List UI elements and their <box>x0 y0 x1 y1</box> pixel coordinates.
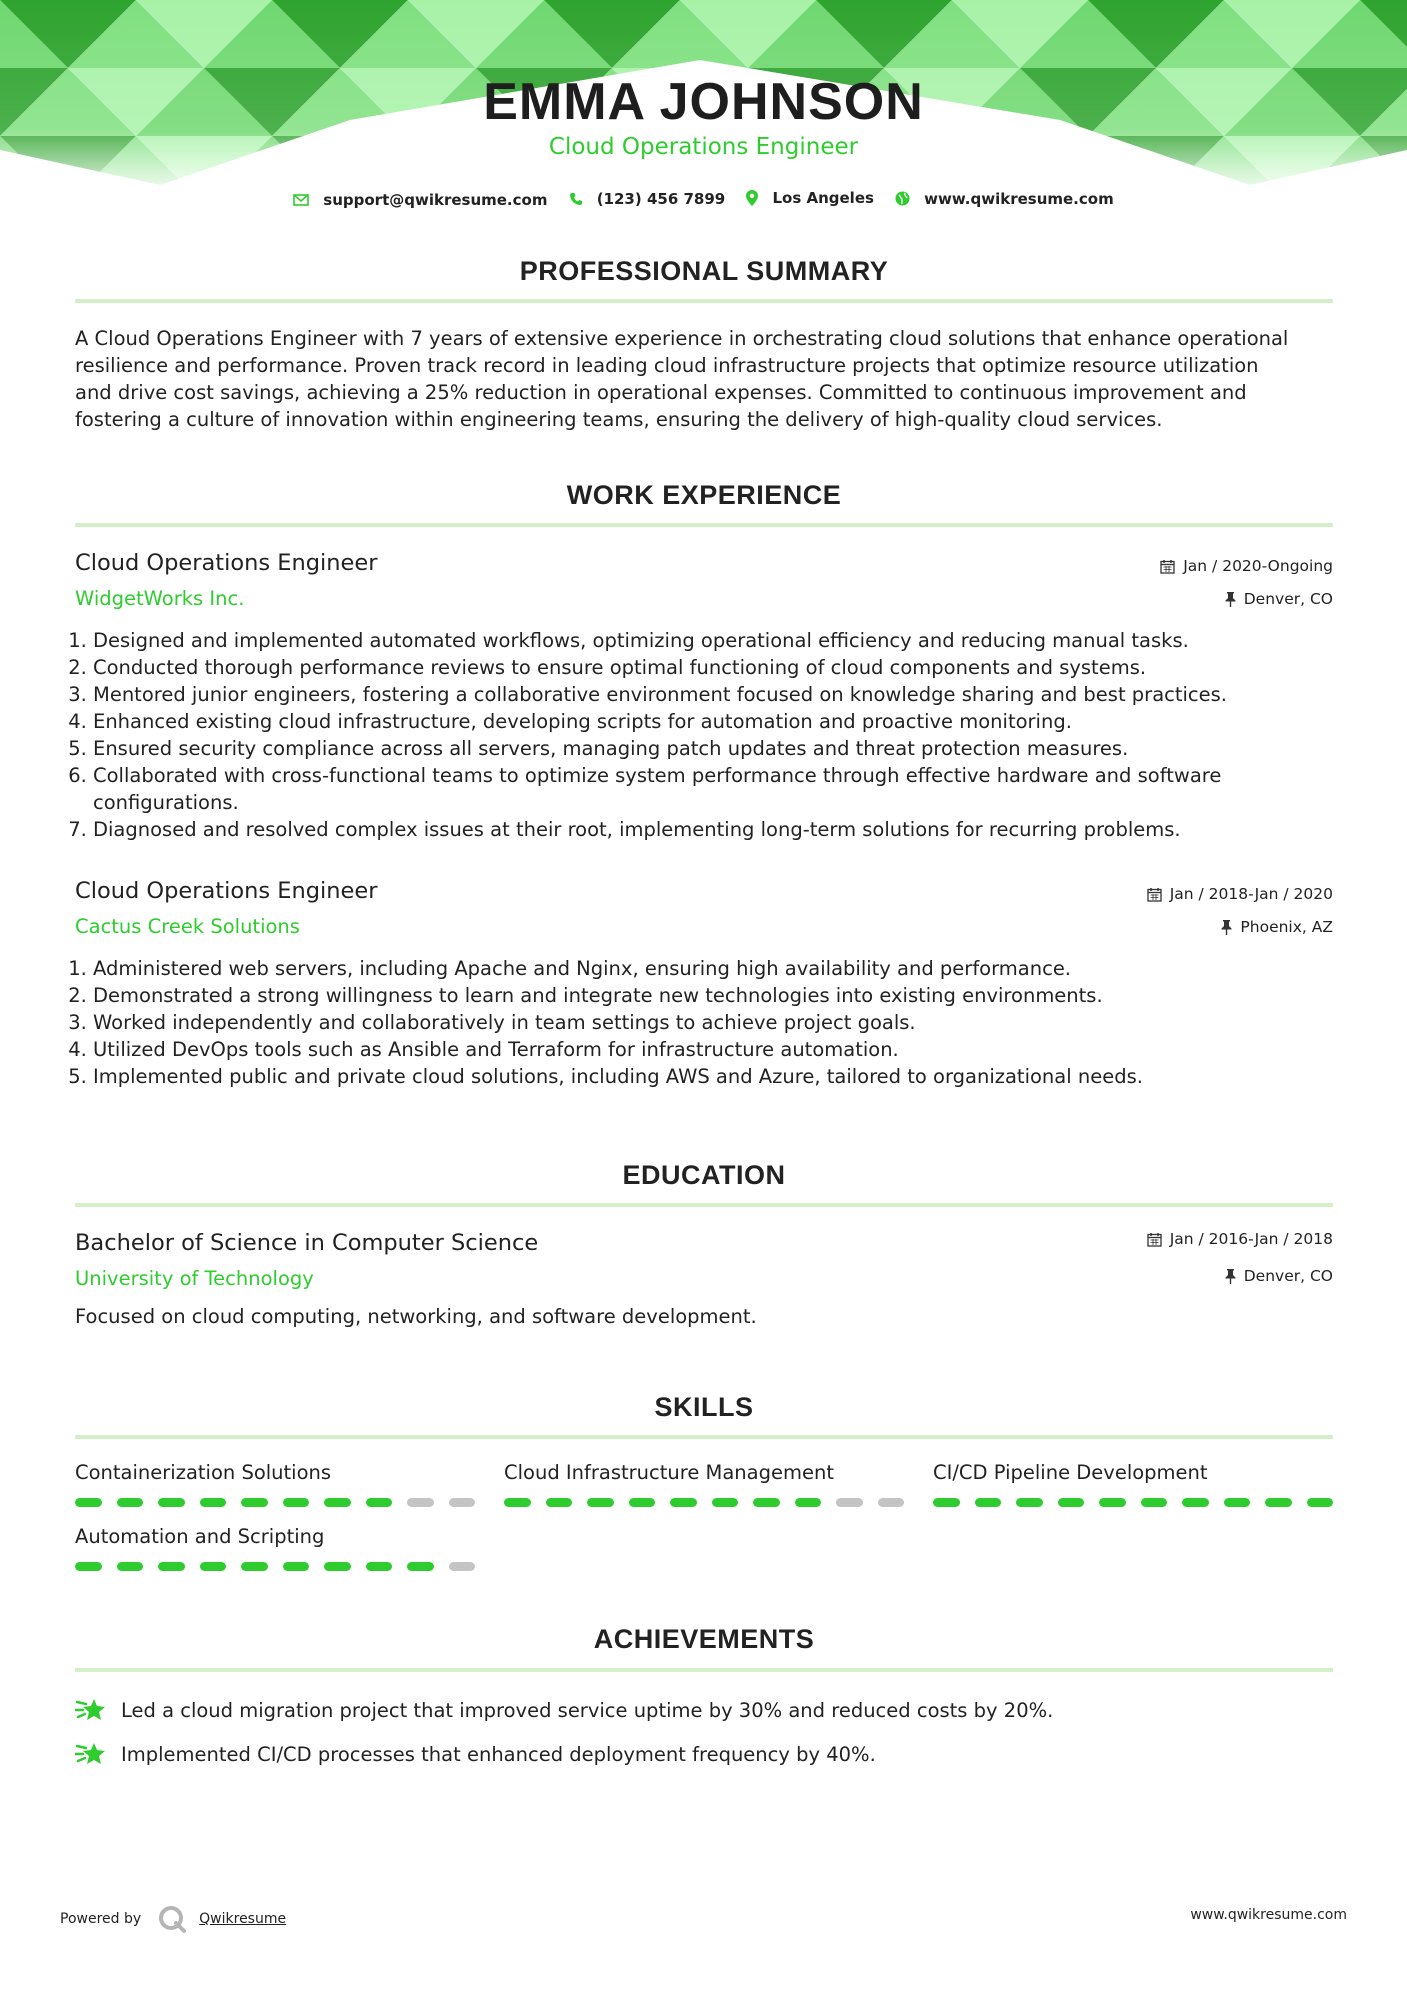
footer-branding <box>60 1904 286 1934</box>
phone-icon <box>569 192 583 206</box>
experience-divider <box>75 523 1333 527</box>
education-dates <box>1147 1230 1333 1248</box>
summary-line: A Cloud Operations Engineer with 7 years of extensive experience in orchestrating cloud solutions that enhance operational <box>75 327 1289 350</box>
job-location <box>1225 590 1333 608</box>
skill-dash-filled <box>75 1498 102 1507</box>
skill-dash-filled <box>1265 1498 1292 1507</box>
list-item: 1. Designed and implemented automated workflows, optimizing operational efficiency and reducing manual tasks. <box>93 627 1363 654</box>
education-heading: EDUCATION <box>622 1160 786 1190</box>
skill-dash-filled <box>975 1498 1002 1507</box>
location-text: Denver, CO <box>1243 590 1333 608</box>
summary-heading: PROFESSIONAL SUMMARY <box>519 256 889 286</box>
skill-dash-filled <box>283 1562 310 1571</box>
contact-email[interactable] <box>293 191 547 209</box>
contact-website[interactable] <box>895 190 1114 208</box>
dates-text: Jan / 2016-Jan / 2018 <box>1169 1230 1333 1248</box>
skill-level-bar <box>75 1562 475 1571</box>
education-location <box>1225 1267 1333 1285</box>
skill-name: Automation and Scripting <box>75 1525 325 1548</box>
shooting-star-icon <box>75 1739 107 1769</box>
skill-dash-filled <box>753 1498 780 1507</box>
skill-dash-filled <box>75 1562 102 1571</box>
list-item: 4. Enhanced existing cloud infrastructure, developing scripts for automation and proactive monitoring. <box>93 708 1363 735</box>
contact-phone[interactable] <box>569 190 726 208</box>
email-text: support@qwikresume.com <box>323 191 548 209</box>
skill-dash-filled <box>1224 1498 1251 1507</box>
skill-dash-filled <box>670 1498 697 1507</box>
skill-level-bar <box>933 1498 1333 1507</box>
list-item: 5. Ensured security compliance across all servers, managing patch updates and threat protection measures. <box>93 735 1363 762</box>
qwikresume-logo-icon <box>157 1904 187 1934</box>
location-text: Denver, CO <box>1243 1267 1333 1285</box>
skill-dash-filled <box>1016 1498 1043 1507</box>
achievement-text: Implemented CI/CD processes that enhanced deployment frequency by 40%. <box>121 1742 876 1766</box>
skill-dash-filled <box>795 1498 822 1507</box>
skill-dash-filled <box>366 1498 393 1507</box>
job-dates <box>1147 885 1333 903</box>
list-item: 6. Collaborated with cross-functional teams to optimize system performance through effective hardware and software configurations. <box>93 762 1363 816</box>
powered-by-label: Powered by <box>60 1911 142 1927</box>
globe-icon <box>895 191 910 206</box>
map-pin-icon <box>746 190 758 206</box>
candidate-title: Cloud Operations Engineer <box>548 134 859 160</box>
skill-dash-filled <box>241 1562 268 1571</box>
phone-text: (123) 456 7899 <box>596 190 726 208</box>
skill-dash-filled <box>283 1498 310 1507</box>
dates-text: Jan / 2018-Jan / 2020 <box>1169 885 1333 903</box>
summary-text <box>75 325 1335 433</box>
skill-dash-filled <box>158 1498 185 1507</box>
calendar-icon <box>1147 1232 1162 1247</box>
summary-divider <box>75 299 1333 303</box>
skill-dash-filled <box>1307 1498 1334 1507</box>
job-bullets <box>65 627 1363 843</box>
skill-name: CI/CD Pipeline Development <box>933 1461 1208 1484</box>
skill-dash-filled <box>587 1498 614 1507</box>
job-title: Cloud Operations Engineer <box>75 550 378 576</box>
pushpin-icon <box>1225 1269 1236 1284</box>
skill-level-bar <box>504 1498 904 1507</box>
list-item: 2. Demonstrated a strong willingness to learn and integrate new technologies into existing environments. <box>93 982 1363 1009</box>
skill-dash-filled <box>117 1498 144 1507</box>
list-item: 1. Administered web servers, including Apache and Nginx, ensuring high availability and performance. <box>93 955 1363 982</box>
achievement-item <box>75 1739 876 1769</box>
list-item: 4. Utilized DevOps tools such as Ansible and Terraform for infrastructure automation. <box>93 1036 1363 1063</box>
school-name: University of Technology <box>75 1267 314 1290</box>
skill-dash-filled <box>200 1562 227 1571</box>
pushpin-icon <box>1225 592 1236 607</box>
skill-dash-filled <box>117 1562 144 1571</box>
list-item: 2. Conducted thorough performance reviews to ensure optimal functioning of cloud components and systems. <box>93 654 1363 681</box>
calendar-icon <box>1160 559 1175 574</box>
contact-location <box>746 189 873 207</box>
skill-dash-filled <box>546 1498 573 1507</box>
education-description: Focused on cloud computing, networking, and software development. <box>75 1305 757 1328</box>
skills-divider <box>75 1435 1333 1439</box>
qwikresume-link[interactable]: Qwikresume <box>199 1911 287 1927</box>
skill-dash-filled <box>366 1562 393 1571</box>
experience-heading: WORK EXPERIENCE <box>566 480 842 510</box>
location-text: Los Angeles <box>772 189 874 207</box>
skill-name: Containerization Solutions <box>75 1461 332 1484</box>
calendar-icon <box>1147 887 1162 902</box>
achievement-text: Led a cloud migration project that improved service uptime by 30% and reduced costs by 20%. <box>121 1698 1054 1722</box>
job-dates <box>1160 557 1333 575</box>
location-text: Phoenix, AZ <box>1240 918 1333 936</box>
achievements-heading: ACHIEVEMENTS <box>593 1624 815 1654</box>
skill-dash-filled <box>1099 1498 1126 1507</box>
candidate-name: EMMA JOHNSON <box>483 73 924 131</box>
skill-dash-filled <box>629 1498 656 1507</box>
skill-dash-filled <box>324 1562 351 1571</box>
skill-level-bar <box>75 1498 475 1507</box>
skill-dash-empty <box>878 1498 905 1507</box>
skill-dash-empty <box>449 1498 476 1507</box>
skill-dash-filled <box>1141 1498 1168 1507</box>
list-item: 3. Worked independently and collaboratively in team settings to achieve project goals. <box>93 1009 1363 1036</box>
dates-text: Jan / 2020-Ongoing <box>1183 557 1333 575</box>
skill-dash-filled <box>241 1498 268 1507</box>
job-title: Cloud Operations Engineer <box>75 878 378 904</box>
skill-dash-filled <box>1182 1498 1209 1507</box>
skill-dash-filled <box>200 1498 227 1507</box>
skills-heading: SKILLS <box>654 1392 754 1422</box>
job-location <box>1221 918 1333 936</box>
job-bullets <box>65 955 1363 1090</box>
skill-dash-filled <box>1058 1498 1085 1507</box>
website-text: www.qwikresume.com <box>924 189 1114 208</box>
skill-dash-empty <box>449 1562 476 1571</box>
pushpin-icon <box>1221 920 1232 935</box>
footer-website[interactable]: www.qwikresume.com <box>1190 1907 1347 1923</box>
envelope-icon <box>293 194 309 206</box>
company-name: WidgetWorks Inc. <box>75 587 245 610</box>
education-divider <box>75 1203 1333 1207</box>
skill-name: Cloud Infrastructure Management <box>504 1461 834 1484</box>
skill-dash-filled <box>504 1498 531 1507</box>
list-item: 7. Diagnosed and resolved complex issues at their root, implementing long-term solutions for recurring problems. <box>93 816 1363 843</box>
list-item: 5. Implemented public and private cloud solutions, including AWS and Azure, tailored to organizational needs. <box>93 1063 1363 1090</box>
skill-dash-empty <box>407 1498 434 1507</box>
company-name: Cactus Creek Solutions <box>75 915 300 938</box>
contact-bar <box>0 189 1407 210</box>
shooting-star-icon <box>75 1695 107 1725</box>
skill-dash-empty <box>836 1498 863 1507</box>
summary-line: fostering a culture of innovation within engineering teams, ensuring the delivery of high-quality cloud services. <box>75 408 1163 431</box>
skill-dash-filled <box>933 1498 960 1507</box>
summary-line: and drive cost savings, achieving a 25% reduction in operational expenses. Committed to continuous improvement and <box>75 381 1247 404</box>
achievement-item <box>75 1695 1053 1725</box>
degree-title: Bachelor of Science in Computer Science <box>75 1230 539 1256</box>
achievements-divider <box>75 1668 1333 1672</box>
list-item: 3. Mentored junior engineers, fostering a collaborative environment focused on knowledge sharing and best practices. <box>93 681 1363 708</box>
skill-dash-filled <box>407 1562 434 1571</box>
skill-dash-filled <box>158 1562 185 1571</box>
summary-line: resilience and performance. Proven track record in leading cloud infrastructure projects that optimize resource utilization <box>75 354 1259 377</box>
skill-dash-filled <box>712 1498 739 1507</box>
skill-dash-filled <box>324 1498 351 1507</box>
